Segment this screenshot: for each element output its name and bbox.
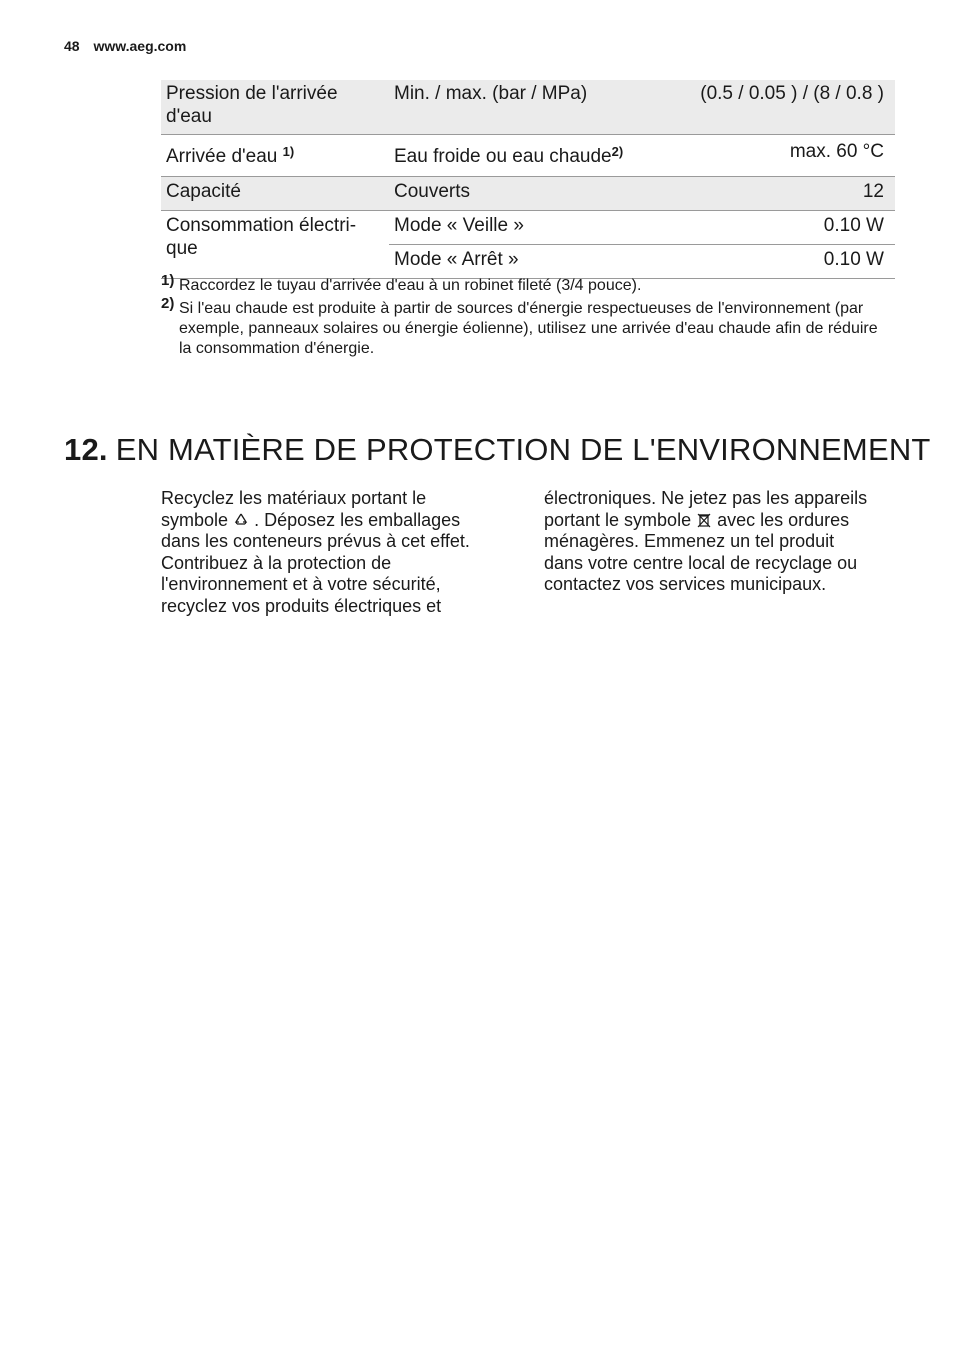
body-column-right bbox=[544, 488, 874, 596]
footnote bbox=[161, 272, 881, 296]
row-label: Pression de l'arrivée d'eau bbox=[161, 80, 389, 135]
row-value: 12 bbox=[684, 177, 895, 211]
footnote-mark: 1) bbox=[161, 272, 175, 289]
row-item: Eau froide ou eau chaude$^{2)}$ bbox=[389, 135, 684, 177]
page-header bbox=[64, 38, 186, 54]
footnote-text: Si l'eau chaude est produite à partir de sources d'énergie respectueuses de l'environnement (par exemple, panneaux solaires ou énergie éolienne), utilisez une arrivée d'eau chaude afin de réduire la consommation d'énergie. bbox=[179, 300, 878, 357]
row-value: 0.10 W bbox=[684, 245, 895, 279]
footnote-mark: 2) bbox=[161, 295, 175, 312]
row-label: Consommation électri-que bbox=[161, 211, 389, 279]
site-url: www.aeg.com bbox=[93, 38, 187, 54]
row-value: 0.10 W bbox=[684, 211, 895, 245]
crossed-bin-icon bbox=[696, 512, 712, 528]
footnote-ref: 2) bbox=[611, 144, 624, 159]
table-row bbox=[161, 211, 895, 245]
paragraph: Contribuez à la protection de l'environnement et à votre sécurité, recyclez vos produits électriques et bbox=[161, 552, 442, 616]
section-title: EN MATIÈRE DE PROTECTION DE L'ENVIRONNEMENT bbox=[115, 432, 931, 467]
row-value: max. 60 °C bbox=[684, 135, 895, 177]
footnote-text: Raccordez le tuyau d'arrivée d'eau à un robinet fileté (3/4 pouce). bbox=[179, 277, 642, 294]
row-item: Couverts bbox=[389, 177, 684, 211]
row-value: (0.5 / 0.05 ) / (8 / 0.8 ) bbox=[684, 80, 895, 135]
table-row bbox=[161, 80, 895, 135]
footnote bbox=[161, 295, 881, 359]
section-heading bbox=[64, 432, 931, 468]
row-item: Min. / max. (bar / MPa) bbox=[389, 80, 684, 135]
paragraph: électroniques. Ne jetez pas les appareils portant le symbole avec les ordures ménagères. Emmenez un tel produit dans votre centre local de recyclage ou contactez vos services municipaux. bbox=[544, 488, 868, 594]
row-item: Mode « Veille » bbox=[389, 211, 684, 245]
technical-data-table bbox=[161, 80, 895, 279]
body-column-left bbox=[161, 488, 491, 617]
section-number: 12. bbox=[64, 432, 108, 467]
page-number: 48 bbox=[64, 38, 80, 54]
table-row bbox=[161, 135, 895, 177]
row-item: Mode « Arrêt » bbox=[389, 245, 684, 279]
paragraph: Recyclez les matériaux portant le symbole . Déposez les emballages dans les conteneurs prévus à cet effet. bbox=[161, 488, 470, 551]
row-label: Arrivée d'eau $^{1)}$ bbox=[161, 135, 389, 177]
row-label: Capacité bbox=[161, 177, 389, 211]
table-row bbox=[161, 177, 895, 211]
footnotes bbox=[161, 272, 881, 362]
footnote-ref: 1) bbox=[282, 144, 295, 159]
recycle-icon bbox=[233, 512, 249, 528]
